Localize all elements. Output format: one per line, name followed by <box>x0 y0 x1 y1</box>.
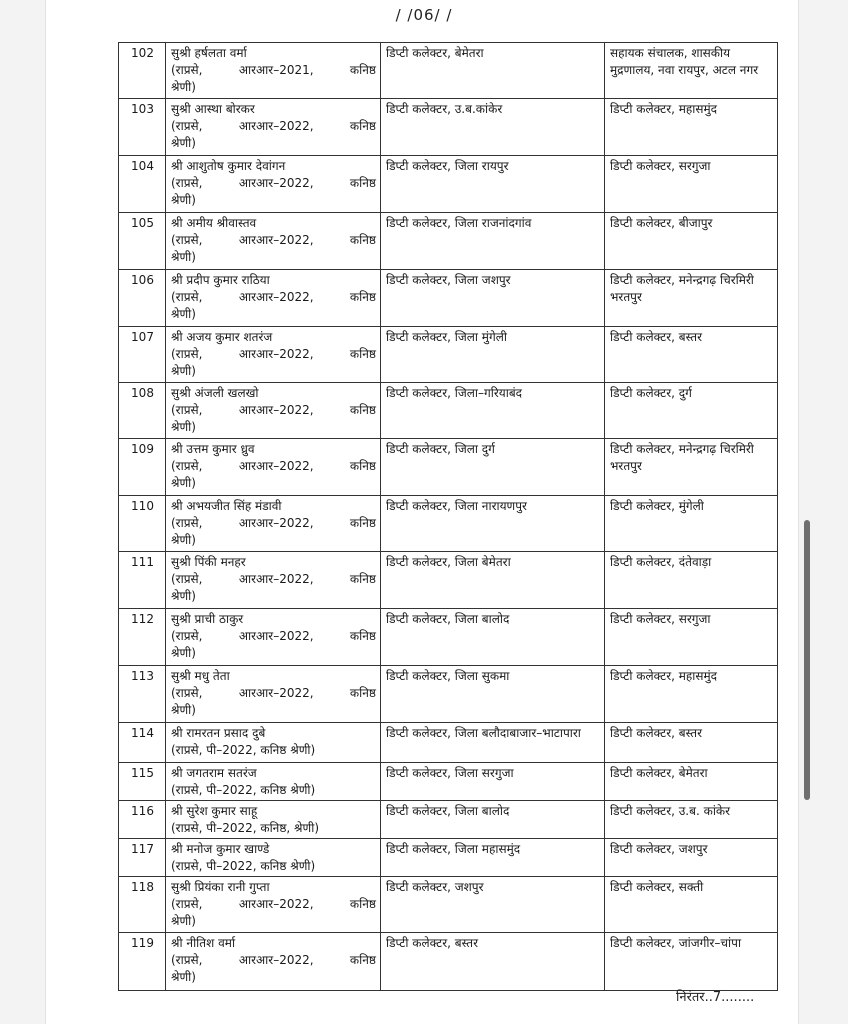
new-posting: डिप्टी कलेक्टर, बीजापुर <box>605 213 778 270</box>
current-posting: डिप्टी कलेक्टर, जिला बेमेतरा <box>381 552 605 609</box>
table-row <box>119 552 778 609</box>
current-posting: डिप्टी कलेक्टर, बेमेतरा <box>381 43 605 99</box>
viewer-background-right <box>797 0 848 1024</box>
service-category-cont: श्रेणी) <box>171 646 196 660</box>
service-category: (राप्रसे, पी–2022, कनिष्ठ श्रेणी) <box>171 743 316 757</box>
new-posting: डिप्टी कलेक्टर, मनेन्द्रगढ़ चिरमिरी भरतपुर <box>605 439 778 496</box>
new-posting: डिप्टी कलेक्टर, मुंगेली <box>605 496 778 552</box>
service-category: (राप्रसे, पी–2022, कनिष्ठ श्रेणी) <box>171 783 316 797</box>
current-posting: डिप्टी कलेक्टर, बस्तर <box>381 933 605 991</box>
table-row <box>119 439 778 496</box>
table-row <box>119 383 778 439</box>
current-posting: डिप्टी कलेक्टर, जिला राजनांदगांव <box>381 213 605 270</box>
officer-cell <box>166 839 381 877</box>
officer-cell <box>166 496 381 552</box>
officer-cell <box>166 933 381 991</box>
service-category-cont: श्रेणी) <box>171 703 196 717</box>
service-category-cont: श्रेणी) <box>171 364 196 378</box>
service-category: (राप्रसे, पी–2022, कनिष्ठ, श्रेणी) <box>171 821 320 835</box>
officer-cell <box>166 877 381 933</box>
service-category: (राप्रसे, आरआर–2022, कनिष्ठ <box>171 176 376 190</box>
officer-name: श्री जगतराम सतरंज <box>171 766 257 780</box>
scrollbar-thumb[interactable] <box>804 520 810 800</box>
officer-name: श्री अजय कुमार शतरंज <box>171 330 273 344</box>
table-row <box>119 839 778 877</box>
new-posting: सहायक संचालक, शासकीय मुद्रणालय, नवा रायपुर, अटल नगर <box>605 43 778 99</box>
service-category-cont: श्रेणी) <box>171 193 196 207</box>
officer-name: श्री मनोज कुमार खाण्डे <box>171 842 270 856</box>
service-category-cont: श्रेणी) <box>171 970 196 984</box>
new-posting: डिप्टी कलेक्टर, उ.ब. कांकेर <box>605 801 778 839</box>
officer-cell <box>166 666 381 723</box>
current-posting: डिप्टी कलेक्टर, जिला नारायणपुर <box>381 496 605 552</box>
officer-cell <box>166 801 381 839</box>
officer-name: सुश्री आस्था बोरकर <box>171 102 255 116</box>
service-category-cont: श्रेणी) <box>171 476 196 490</box>
service-category: (राप्रसे, आरआर–2022, कनिष्ठ <box>171 953 376 967</box>
serial-number: 111 <box>119 552 166 609</box>
officer-name: सुश्री पिंकी मनहर <box>171 555 246 569</box>
new-posting: डिप्टी कलेक्टर, जशपुर <box>605 839 778 877</box>
serial-number: 118 <box>119 877 166 933</box>
officer-cell <box>166 383 381 439</box>
new-posting: डिप्टी कलेक्टर, महासमुंद <box>605 666 778 723</box>
table-row <box>119 496 778 552</box>
new-posting: डिप्टी कलेक्टर, जांजगीर–चांपा <box>605 933 778 991</box>
service-category-cont: श्रेणी) <box>171 80 196 94</box>
current-posting: डिप्टी कलेक्टर, जिला मुंगेली <box>381 327 605 383</box>
service-category-cont: श्रेणी) <box>171 420 196 434</box>
officer-name: सुश्री अंजली खलखो <box>171 386 259 400</box>
new-posting: डिप्टी कलेक्टर, महासमुंद <box>605 99 778 156</box>
officer-cell <box>166 270 381 327</box>
serial-number: 103 <box>119 99 166 156</box>
table-row <box>119 801 778 839</box>
officer-name: श्री आशुतोष कुमार देवांगन <box>171 159 286 173</box>
current-posting: डिप्टी कलेक्टर, जिला–गरियाबंद <box>381 383 605 439</box>
service-category-cont: श्रेणी) <box>171 307 196 321</box>
current-posting: डिप्टी कलेक्टर, जिला सुकमा <box>381 666 605 723</box>
current-posting: डिप्टी कलेक्टर, जिला सरगुजा <box>381 763 605 801</box>
table-row <box>119 723 778 763</box>
service-category-cont: श्रेणी) <box>171 914 196 928</box>
service-category: (राप्रसे, आरआर–2022, कनिष्ठ <box>171 686 376 700</box>
officer-name: श्री प्रदीप कुमार राठिया <box>171 273 270 287</box>
officer-name: श्री रामरतन प्रसाद दुबे <box>171 726 266 740</box>
table-row <box>119 99 778 156</box>
service-category: (राप्रसे, आरआर–2022, कनिष्ठ <box>171 516 376 530</box>
officer-cell <box>166 723 381 763</box>
officer-cell <box>166 156 381 213</box>
current-posting: डिप्टी कलेक्टर, जिला महासमुंद <box>381 839 605 877</box>
officer-cell <box>166 439 381 496</box>
transfer-table <box>118 42 778 991</box>
new-posting: डिप्टी कलेक्टर, बस्तर <box>605 723 778 763</box>
current-posting: डिप्टी कलेक्टर, जिला बलौदाबाजार–भाटापारा <box>381 723 605 763</box>
service-category-cont: श्रेणी) <box>171 533 196 547</box>
service-category: (राप्रसे, आरआर–2022, कनिष्ठ <box>171 629 376 643</box>
current-posting: डिप्टी कलेक्टर, जिला बालोद <box>381 609 605 666</box>
viewer-background-left <box>0 0 45 1024</box>
serial-number: 119 <box>119 933 166 991</box>
table-row <box>119 156 778 213</box>
page-number: / /06/ / <box>395 6 453 24</box>
officer-cell <box>166 327 381 383</box>
officer-name: सुश्री मधु तेता <box>171 669 230 683</box>
officer-cell <box>166 552 381 609</box>
new-posting: डिप्टी कलेक्टर, दुर्ग <box>605 383 778 439</box>
serial-number: 110 <box>119 496 166 552</box>
service-category: (राप्रसे, आरआर–2022, कनिष्ठ <box>171 403 376 417</box>
table-row <box>119 877 778 933</box>
serial-number: 105 <box>119 213 166 270</box>
officer-cell <box>166 213 381 270</box>
current-posting: डिप्टी कलेक्टर, जिला रायपुर <box>381 156 605 213</box>
officer-cell <box>166 99 381 156</box>
officer-cell <box>166 609 381 666</box>
serial-number: 102 <box>119 43 166 99</box>
table-row <box>119 933 778 991</box>
current-posting: डिप्टी कलेक्टर, जिला दुर्ग <box>381 439 605 496</box>
new-posting: डिप्टी कलेक्टर, सरगुजा <box>605 156 778 213</box>
service-category: (राप्रसे, आरआर–2022, कनिष्ठ <box>171 897 376 911</box>
officer-name: श्री अभयजीत सिंह मंडावी <box>171 499 282 513</box>
new-posting: डिप्टी कलेक्टर, बेमेतरा <box>605 763 778 801</box>
service-category-cont: श्रेणी) <box>171 136 196 150</box>
officer-name: सुश्री प्रियंका रानी गुप्ता <box>171 880 270 894</box>
service-category-cont: श्रेणी) <box>171 589 196 603</box>
service-category: (राप्रसे, आरआर–2021, कनिष्ठ <box>171 63 376 77</box>
officer-name: श्री उत्तम कुमार ध्रुव <box>171 442 255 456</box>
service-category-cont: श्रेणी) <box>171 250 196 264</box>
officer-cell <box>166 763 381 801</box>
new-posting: डिप्टी कलेक्टर, बस्तर <box>605 327 778 383</box>
current-posting: डिप्टी कलेक्टर, जशपुर <box>381 877 605 933</box>
new-posting: डिप्टी कलेक्टर, दंतेवाड़ा <box>605 552 778 609</box>
serial-number: 113 <box>119 666 166 723</box>
officer-name: श्री सुरेश कुमार साहू <box>171 804 258 818</box>
officer-name: सुश्री हर्षलता वर्मा <box>171 46 247 60</box>
serial-number: 117 <box>119 839 166 877</box>
continued-marker: निरंतर..7........ <box>676 990 755 1005</box>
new-posting: डिप्टी कलेक्टर, मनेन्द्रगढ़ चिरमिरी भरतपुर <box>605 270 778 327</box>
serial-number: 104 <box>119 156 166 213</box>
service-category: (राप्रसे, पी–2022, कनिष्ठ श्रेणी) <box>171 859 316 873</box>
service-category: (राप्रसे, आरआर–2022, कनिष्ठ <box>171 347 376 361</box>
current-posting: डिप्टी कलेक्टर, उ.ब.कांकेर <box>381 99 605 156</box>
serial-number: 115 <box>119 763 166 801</box>
service-category: (राप्रसे, आरआर–2022, कनिष्ठ <box>171 572 376 586</box>
table-row <box>119 327 778 383</box>
officer-cell <box>166 43 381 99</box>
serial-number: 107 <box>119 327 166 383</box>
current-posting: डिप्टी कलेक्टर, जिला बालोद <box>381 801 605 839</box>
serial-number: 116 <box>119 801 166 839</box>
table-row <box>119 213 778 270</box>
service-category: (राप्रसे, आरआर–2022, कनिष्ठ <box>171 119 376 133</box>
service-category: (राप्रसे, आरआर–2022, कनिष्ठ <box>171 290 376 304</box>
service-category: (राप्रसे, आरआर–2022, कनिष्ठ <box>171 459 376 473</box>
table-row <box>119 666 778 723</box>
serial-number: 109 <box>119 439 166 496</box>
serial-number: 106 <box>119 270 166 327</box>
serial-number: 112 <box>119 609 166 666</box>
service-category: (राप्रसे, आरआर–2022, कनिष्ठ <box>171 233 376 247</box>
serial-number: 114 <box>119 723 166 763</box>
officer-name: श्री नीतिश वर्मा <box>171 936 236 950</box>
table-row <box>119 763 778 801</box>
new-posting: डिप्टी कलेक्टर, सरगुजा <box>605 609 778 666</box>
new-posting: डिप्टी कलेक्टर, सक्ती <box>605 877 778 933</box>
serial-number: 108 <box>119 383 166 439</box>
table-row <box>119 270 778 327</box>
officer-name: सुश्री प्राची ठाकुर <box>171 612 244 626</box>
current-posting: डिप्टी कलेक्टर, जिला जशपुर <box>381 270 605 327</box>
table-row <box>119 43 778 99</box>
officer-name: श्री अमीय श्रीवास्तव <box>171 216 257 230</box>
table-row <box>119 609 778 666</box>
